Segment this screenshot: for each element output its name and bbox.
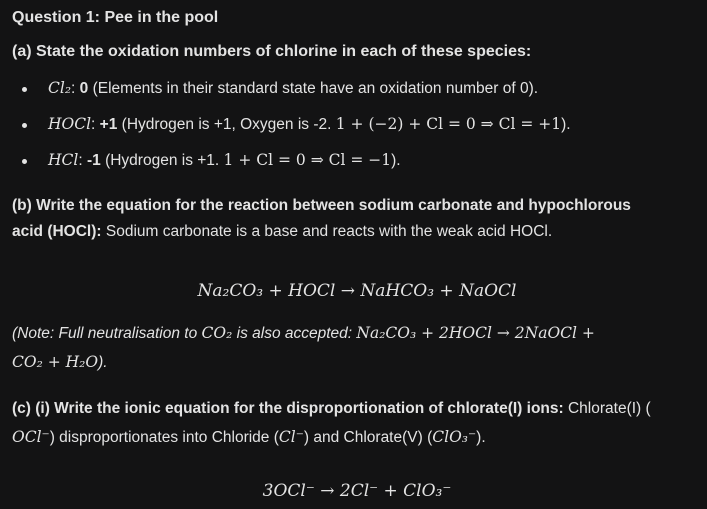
part-c-text: ). (476, 429, 486, 446)
ion-formula: Cl⁻ (278, 428, 304, 446)
note-mid: is also accepted: (232, 325, 357, 342)
explanation-text: (Elements in their standard state have an oxidation number of 0). (88, 80, 539, 97)
explanation-tail: ). (561, 116, 571, 133)
math-expression: 1 + Cl = 0 ⇒ Cl = −1 (223, 151, 392, 169)
bullet-icon (22, 123, 27, 128)
oxidation-number: +1 (99, 116, 118, 133)
part-c-text: Chlorate(I) ( (563, 400, 651, 417)
bullet-icon (22, 87, 27, 92)
question-title: Question 1: Pee in the pool (12, 9, 219, 26)
ion-formula: OCl⁻ (12, 428, 50, 446)
part-c-heading: (c) (i) Write the ionic equation for the disproportionation of chlorate(I) ions: (12, 400, 564, 417)
oxidation-number: -1 (86, 152, 101, 169)
bullet-icon (22, 159, 27, 164)
explanation-text: (Hydrogen is +1, Oxygen is -2. (117, 116, 336, 133)
note-equation-cont: CO₂ + H₂O (12, 353, 99, 371)
oxidation-number: 0 (79, 80, 89, 97)
explanation-tail: ). (391, 152, 401, 169)
part-b-note (12, 319, 702, 377)
species-formula: HCl (48, 151, 79, 169)
part-c-text: ) disproportionates into Chloride ( (49, 429, 279, 446)
note-prefix: (Note: Full neutralisation to (12, 325, 202, 342)
math-expression: 1 + (−2) + Cl = 0 ⇒ Cl = +1 (335, 115, 562, 133)
part-c-equation: 3OCl⁻ → 2Cl⁻ + ClO₃⁻ (262, 481, 452, 501)
note-formula: CO₂ (201, 324, 233, 342)
explanation-text: (Hydrogen is +1. (100, 152, 224, 169)
note-tail: ). (98, 354, 108, 371)
species-formula: Cl₂ (48, 79, 72, 97)
note-equation: Na₂CO₃ + 2HOCl → 2NaOCl + (356, 324, 595, 342)
species-formula: HOCl (48, 115, 92, 133)
part-b-equation: Na₂CO₃ + HOCl → NaHCO₃ + NaOCl (197, 281, 517, 301)
ion-formula: ClO₃⁻ (432, 428, 477, 446)
part-b-block (12, 193, 702, 245)
part-a-heading: (a) State the oxidation numbers of chlorine in each of these species: (12, 43, 532, 60)
part-b-text: Sodium carbonate is a base and reacts with the weak acid HOCl. (101, 223, 553, 240)
part-c-block (12, 395, 702, 452)
part-b-heading: (b) Write the equation for the reaction between sodium carbonate and hypochlorous (12, 197, 631, 214)
part-b-heading-line2: acid (HOCl): (12, 223, 102, 240)
part-c-text: ) and Chlorate(V) ( (303, 429, 433, 446)
